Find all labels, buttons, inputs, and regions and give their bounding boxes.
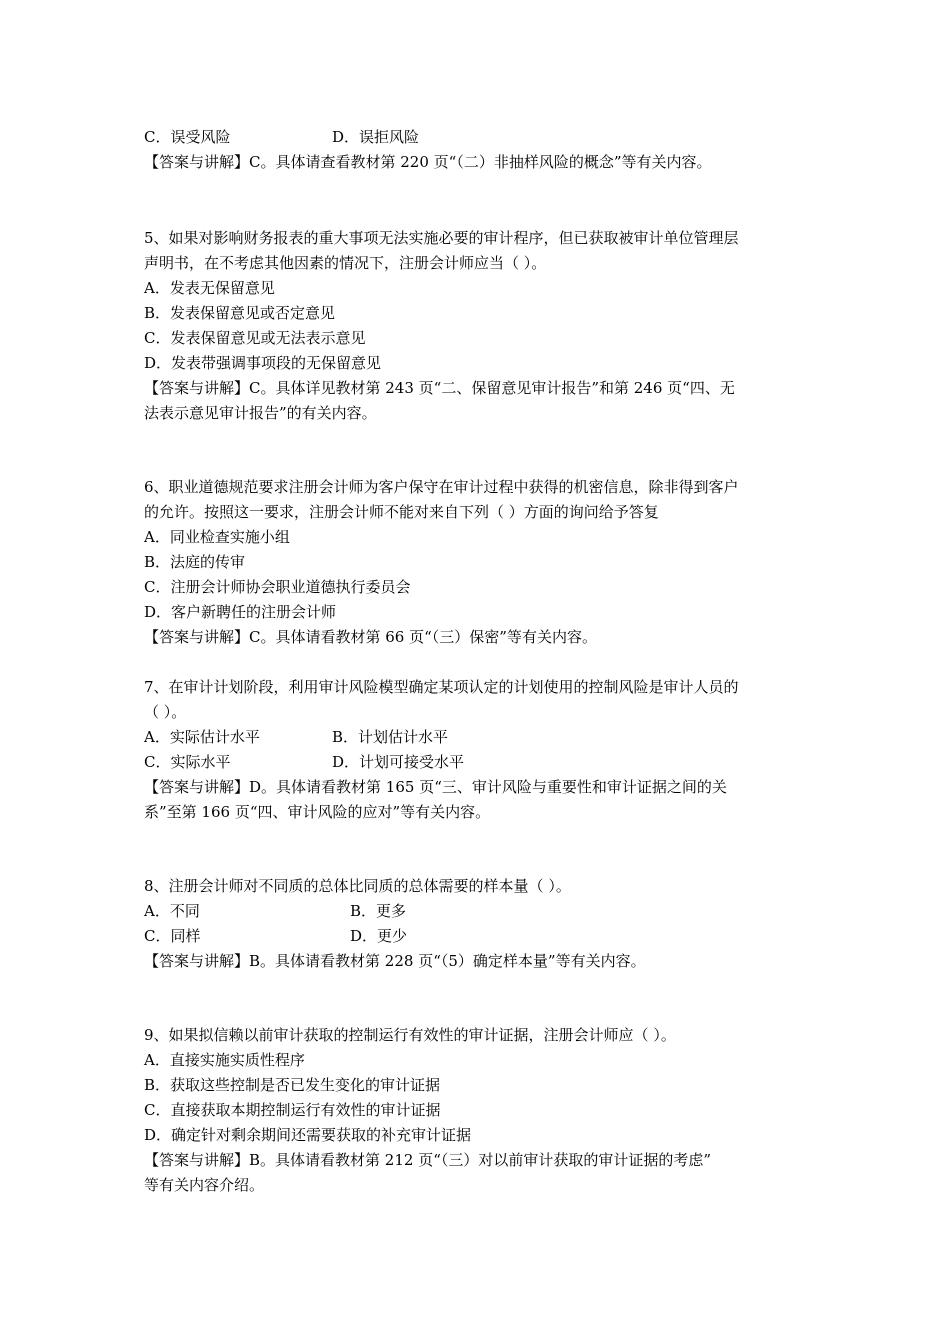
q7-answer-line-2: 系”至第 166 页“四、审计风险的应对”等有关内容。 [144, 803, 491, 821]
q5-option-d: D．发表带强调事项段的无保留意见 [144, 354, 382, 372]
q7-option-c: C．实际水平 [144, 753, 231, 771]
q9-stem: 9、如果拟信赖以前审计获取的控制运行有效性的审计证据，注册会计师应（ ）。 [144, 1026, 676, 1044]
q5-stem-line-1: 5、如果对影响财务报表的重大事项无法实施必要的审计程序，但已获取被审计单位管理层 [144, 229, 739, 247]
q5-option-c: C．发表保留意见或无法表示意见 [144, 329, 366, 347]
q9-answer-line-1: 【答案与讲解】B。具体请看教材第 212 页“（三）对以前审计获取的审计证据的考虑” [144, 1151, 712, 1169]
q6-option-b: B．法庭的传审 [144, 553, 246, 571]
q7-answer-line-1: 【答案与讲解】D。具体请看教材第 165 页“三、审计风险与重要性和审计证据之间的关 [144, 778, 727, 796]
q8-option-d: D．更少 [350, 927, 408, 945]
q7-stem-line-2: （ ）。 [144, 703, 187, 721]
q7-option-a: A．实际估计水平 [144, 728, 260, 746]
q4-answer: 【答案与讲解】C。具体请查看教材第 220 页“（二）非抽样风险的概念”等有关内容。 [144, 153, 712, 171]
q4-option-d: D．误拒风险 [332, 128, 420, 146]
q8-stem: 8、注册会计师对不同质的总体比同质的总体需要的样本量（ ）。 [144, 877, 571, 895]
q8-answer: 【答案与讲解】B。具体请看教材第 228 页“（5）确定样本量”等有关内容。 [144, 952, 646, 970]
q5-stem-line-2: 声明书，在不考虑其他因素的情况下，注册会计师应当（ ）。 [144, 254, 547, 272]
q7-option-d: D．计划可接受水平 [332, 753, 465, 771]
q9-option-a: A．直接实施实质性程序 [144, 1051, 305, 1069]
q6-option-d: D．客户新聘任的注册会计师 [144, 603, 337, 621]
q8-option-b: B．更多 [350, 902, 407, 920]
q9-answer-line-2: 等有关内容介绍。 [144, 1176, 265, 1194]
q5-answer-line-2: 法表示意见审计报告”的有关内容。 [144, 404, 377, 422]
q9-option-d: D．确定针对剩余期间还需要获取的补充审计证据 [144, 1126, 472, 1144]
q6-answer: 【答案与讲解】C。具体请看教材第 66 页“（三）保密”等有关内容。 [144, 628, 597, 646]
q5-answer-line-1: 【答案与讲解】C。具体详见教材第 243 页“二、保留意见审计报告”和第 246 页“四、无 [144, 379, 735, 397]
q6-option-a: A．同业检查实施小组 [144, 528, 290, 546]
q6-stem-line-2: 的允许。按照这一要求，注册会计师不能对来自下列（ ）方面的询问给予答复 [144, 503, 659, 521]
q9-option-b: B．获取这些控制是否已发生变化的审计证据 [144, 1076, 441, 1094]
q5-option-a: A．发表无保留意见 [144, 279, 275, 297]
q8-option-a: A．不同 [144, 902, 200, 920]
q8-option-c: C．同样 [144, 927, 201, 945]
q9-option-c: C．直接获取本期控制运行有效性的审计证据 [144, 1101, 441, 1119]
q7-option-b: B．计划估计水平 [332, 728, 449, 746]
q6-stem-line-1: 6、职业道德规范要求注册会计师为客户保守在审计过程中获得的机密信息，除非得到客户 [144, 478, 739, 496]
q6-option-c: C．注册会计师协会职业道德执行委员会 [144, 578, 411, 596]
q5-option-b: B．发表保留意见或否定意见 [144, 304, 336, 322]
q7-stem-line-1: 7、在审计计划阶段，利用审计风险模型确定某项认定的计划使用的控制风险是审计人员的 [144, 678, 739, 696]
q4-option-c: C．误受风险 [144, 128, 231, 146]
